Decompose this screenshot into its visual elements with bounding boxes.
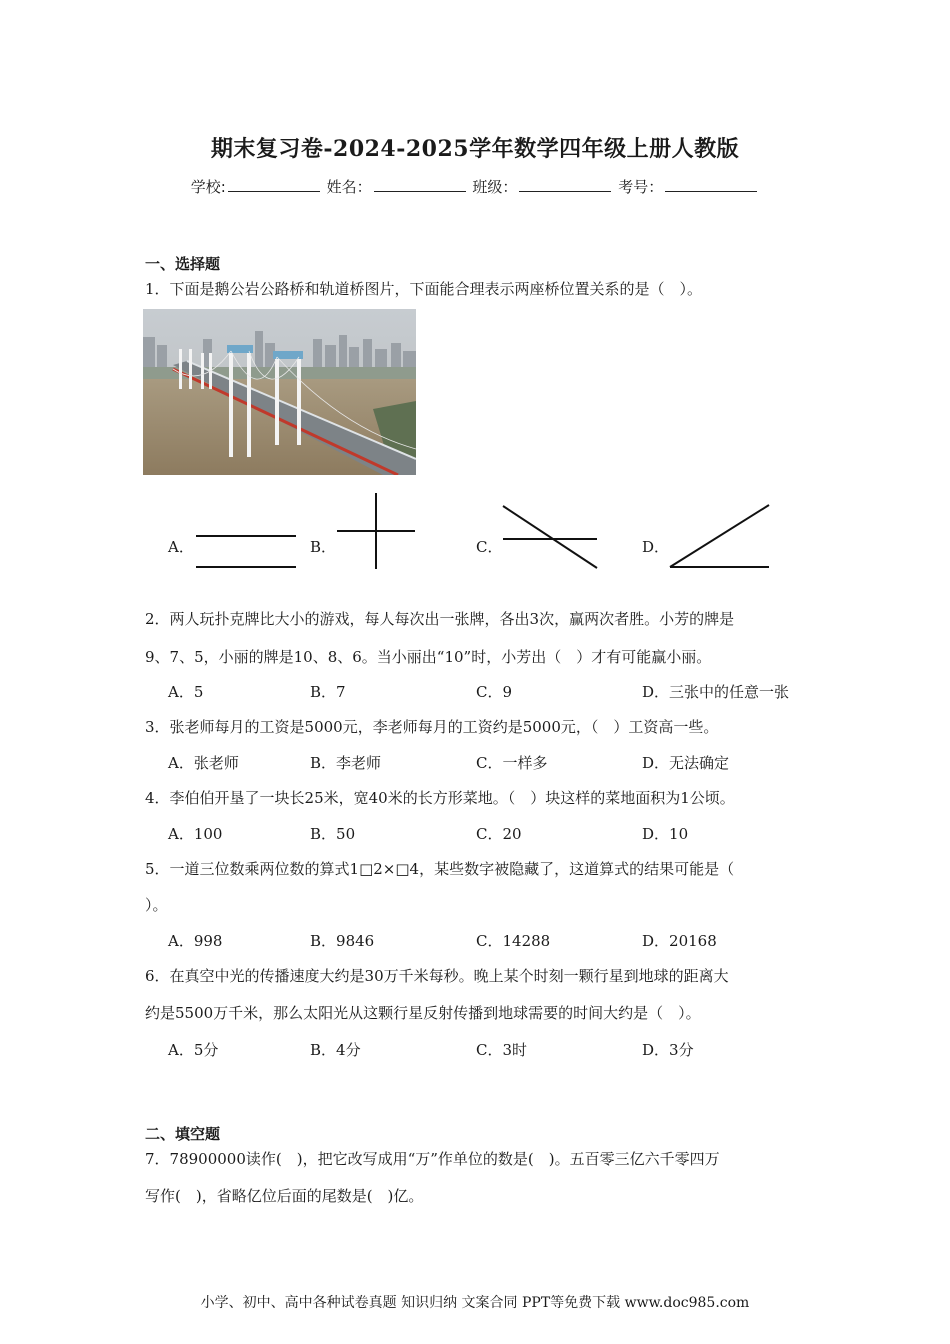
q2-option-c[interactable]: C．9 (476, 683, 513, 701)
class-blank (519, 177, 611, 192)
page-footer: 小学、初中、高中各种试卷真题 知识归纳 文案合同 PPT等免费下载 www.doc985.com (200, 1295, 750, 1311)
q4-option-d[interactable]: D．10 (642, 825, 689, 843)
q4-option-b[interactable]: B．50 (310, 825, 356, 843)
school-label: 学校: (190, 178, 226, 196)
page-title: 期末复习卷-2024-2025学年数学四年级上册人教版 (210, 136, 740, 162)
q3-option-a[interactable]: A．张老师 (168, 754, 239, 772)
q1-option-d-figure (668, 504, 778, 584)
q5-option-d[interactable]: D．20168 (642, 932, 717, 950)
q2-option-d[interactable]: D．三张中的任意一张 (642, 683, 790, 701)
q5-option-b[interactable]: B．9846 (310, 932, 375, 950)
question-3-text: 3．张老师每月的工资是5000元，李老师每月的工资约是5000元，（ ）工资高一些。 (145, 718, 719, 736)
q1-option-b[interactable]: B． (310, 538, 337, 556)
q6-option-b[interactable]: B．4分 (310, 1041, 361, 1059)
q2-option-a[interactable]: A．5 (168, 683, 204, 701)
bridge-photo (143, 309, 416, 475)
q5-option-a[interactable]: A．998 (168, 932, 223, 950)
q1-option-a[interactable]: A． (168, 538, 194, 556)
question-1-text: 1．下面是鹅公岩公路桥和轨道桥图片，下面能合理表示两座桥位置关系的是（ ）。 (145, 280, 703, 298)
q2-option-b[interactable]: B．7 (310, 683, 346, 701)
q1-option-a-figure (195, 532, 305, 572)
question-5-line-1: 5．一道三位数乘两位数的算式1□2×□4，某些数字被隐藏了，这道算式的结果可能是（ (145, 860, 735, 878)
question-6-line-1: 6．在真空中光的传播速度大约是30万千米每秒。晚上某个时刻一颗行星到地球的距离大 (145, 967, 729, 985)
question-2-line-2: 9、7、5，小丽的牌是10、8、6。当小丽出“10”时，小芳出（ ）才有可能赢小丽。 (145, 648, 712, 666)
q6-option-a[interactable]: A．5分 (168, 1041, 219, 1059)
q6-option-c[interactable]: C．3时 (476, 1041, 528, 1059)
q1-option-c[interactable]: C． (476, 538, 503, 556)
exam-no-blank (665, 177, 757, 192)
q1-option-c-figure (501, 504, 611, 584)
q1-option-b-figure (336, 492, 426, 572)
name-blank (374, 177, 466, 192)
q4-option-c[interactable]: C．20 (476, 825, 522, 843)
question-6-line-2: 约是5500万千米，那么太阳光从这颗行星反射传播到地球需要的时间大约是（ ）。 (145, 1004, 701, 1022)
question-5-line-2: ）。 (145, 896, 168, 914)
question-2-line-1: 2．两人玩扑克牌比大小的游戏，每人每次出一张牌，各出3次，赢两次者胜。小芳的牌是 (145, 610, 735, 628)
q1-option-d[interactable]: D． (642, 538, 670, 556)
school-blank (228, 177, 320, 192)
q3-option-c[interactable]: C．一样多 (476, 754, 548, 772)
section-heading-choice: 一、选择题 (145, 255, 221, 273)
q5-option-c[interactable]: C．14288 (476, 932, 551, 950)
question-4-text: 4．李伯伯开垦了一块长25米，宽40米的长方形菜地。（ ）块这样的菜地面积为1公顷。 (145, 789, 735, 807)
q3-option-d[interactable]: D．无法确定 (642, 754, 730, 772)
section-heading-fill-in: 二、填空题 (145, 1125, 221, 1143)
name-label: 姓名： (326, 178, 372, 196)
q6-option-d[interactable]: D．3分 (642, 1041, 694, 1059)
q4-option-a[interactable]: A．100 (168, 825, 223, 843)
question-7-line-1: 7．78900000读作( )，把它改写成用“万”作单位的数是( )。五百零三亿六千零四万 (145, 1150, 720, 1168)
class-label: 班级： (472, 178, 518, 196)
student-info-line (0, 176, 950, 197)
question-7-line-2: 写作( )，省略亿位后面的尾数是( )亿。 (145, 1187, 424, 1205)
q3-option-b[interactable]: B．李老师 (310, 754, 382, 772)
exam-no-label: 考号： (618, 178, 664, 196)
